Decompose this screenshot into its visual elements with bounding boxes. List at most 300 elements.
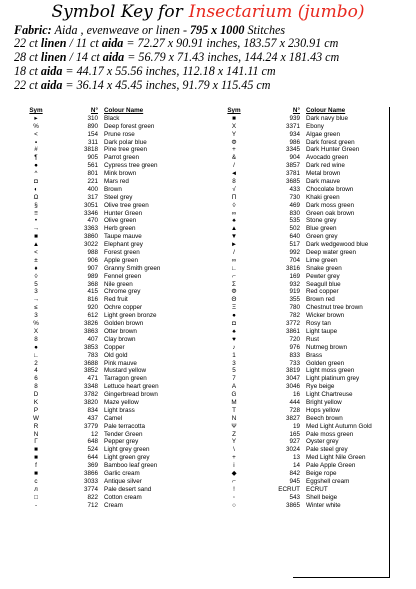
- table-row: [214, 399, 392, 407]
- colour-name-cell: Red copper: [306, 288, 339, 296]
- table-row: [14, 312, 214, 320]
- table-row: [214, 462, 392, 470]
- symbol-cell: ●: [34, 343, 38, 351]
- table-row: [214, 304, 392, 312]
- symbol-key-table-left: [14, 107, 214, 509]
- symbol-cell: /: [233, 162, 235, 170]
- symbol-cell: M: [231, 398, 237, 406]
- stitch-unit: Stitches: [244, 23, 286, 37]
- symbol-cell: ●: [232, 312, 236, 320]
- number-cell: 3033: [83, 477, 98, 485]
- symbol-cell: ○: [232, 501, 236, 509]
- number-cell: 907: [87, 264, 98, 272]
- colour-name-cell: Pepper grey: [104, 438, 139, 446]
- symbol-cell: Π: [231, 193, 237, 201]
- number-cell: 842: [289, 469, 300, 477]
- number-cell: 945: [289, 477, 300, 485]
- colour-name-cell: Forest green: [104, 249, 140, 257]
- colour-name-cell: Copper: [104, 343, 125, 351]
- colour-name-cell: Light Chartreuse: [306, 391, 353, 399]
- symbol-cell: ♪: [232, 343, 236, 351]
- colour-name-cell: Dark wedgewood blue: [306, 241, 369, 249]
- symbol-cell: ∞: [231, 209, 237, 217]
- symbol-cell: 8: [232, 178, 236, 186]
- table-row: [14, 273, 214, 281]
- table-row: [14, 399, 214, 407]
- symbol-cell: ●: [34, 162, 38, 170]
- table-row: [14, 344, 214, 352]
- number-cell: 3819: [285, 367, 300, 375]
- table-row: [214, 194, 392, 202]
- number-cell: 3866: [83, 469, 98, 477]
- table-row: [14, 288, 214, 296]
- symbol-cell: ►: [230, 241, 238, 249]
- table-row: [14, 202, 214, 210]
- table-row: [14, 304, 214, 312]
- table-row: [14, 454, 214, 462]
- number-cell: 12: [90, 430, 98, 438]
- colour-name-cell: Cypress tree green: [104, 162, 158, 170]
- number-cell: 502: [289, 225, 300, 233]
- table-row: [214, 146, 392, 154]
- header-number: N°: [292, 107, 300, 114]
- table-row: [14, 265, 214, 273]
- table-row: [214, 123, 392, 131]
- number-cell: 780: [289, 304, 300, 312]
- colour-name-cell: Pine tree green: [104, 146, 148, 154]
- number-cell: 3022: [83, 241, 98, 249]
- table-row: [14, 257, 214, 265]
- table-row: [214, 257, 392, 265]
- colour-name-cell: Garlic cream: [104, 469, 140, 477]
- number-cell: 720: [289, 335, 300, 343]
- symbol-cell: Ξ: [231, 304, 237, 312]
- colour-name-cell: Stone grey: [306, 217, 337, 225]
- symbol-cell: ◊: [34, 272, 38, 280]
- symbol-cell: T: [232, 406, 236, 414]
- table-row: [214, 391, 392, 399]
- table-row: [214, 423, 392, 431]
- table-row: [214, 328, 392, 336]
- symbol-cell: 6: [34, 375, 38, 383]
- colour-name-cell: Cotton cream: [104, 493, 142, 501]
- title-main: Symbol Key for: [51, 2, 183, 22]
- table-row: [14, 154, 214, 162]
- table-row: [214, 249, 392, 257]
- symbol-cell: ■: [34, 233, 38, 241]
- number-cell: 19: [292, 422, 300, 430]
- size-count: 18 ct: [14, 64, 41, 78]
- table-row: [214, 438, 392, 446]
- number-cell: 13: [292, 454, 300, 462]
- table-row: [14, 336, 214, 344]
- colour-name-cell: Antique silver: [104, 477, 142, 485]
- table-row: [14, 367, 214, 375]
- colour-name-cell: Avocado green: [306, 154, 349, 162]
- table-row: [214, 154, 392, 162]
- symbol-cell: Z: [232, 430, 236, 438]
- number-cell: 437: [87, 414, 98, 422]
- colour-name-cell: Light brass: [104, 406, 135, 414]
- fabric-separator: -: [179, 23, 190, 37]
- colour-name-cell: Brown red: [306, 296, 335, 304]
- number-cell: 3820: [83, 398, 98, 406]
- number-cell: 733: [289, 359, 300, 367]
- symbol-cell: Ν: [231, 414, 237, 422]
- colour-name-cell: Algae green: [306, 130, 340, 138]
- table-row: [214, 178, 392, 186]
- symbol-cell: ¶: [34, 154, 38, 162]
- symbol-cell: 3: [34, 312, 38, 320]
- colour-name-cell: Pale desert sand: [104, 485, 152, 493]
- size-count-2: / 11 ct: [66, 36, 102, 50]
- number-cell: 3853: [83, 343, 98, 351]
- number-cell: 14: [292, 462, 300, 470]
- number-cell: 355: [289, 296, 300, 304]
- colour-name-cell: Brown: [104, 185, 122, 193]
- symbol-cell: •: [34, 217, 38, 225]
- number-cell: 470: [87, 217, 98, 225]
- table-row: [214, 210, 392, 218]
- table-row: [14, 407, 214, 415]
- symbol-cell: Y: [231, 130, 237, 138]
- colour-name-cell: Nutmeg brown: [306, 343, 347, 351]
- number-cell: 311: [87, 138, 98, 146]
- number-cell: 471: [87, 375, 98, 383]
- symbol-cell: ≤: [34, 304, 38, 312]
- symbol-cell: ◐: [34, 185, 38, 193]
- table-row: [214, 431, 392, 439]
- colour-name-cell: Olive tree green: [104, 201, 149, 209]
- colour-name-cell: Old gold: [104, 351, 128, 359]
- colour-name-cell: Pink mauve: [104, 359, 137, 367]
- colour-name-cell: Khaki green: [306, 193, 340, 201]
- number-cell: 830: [289, 209, 300, 217]
- colour-name-cell: Maze yellow: [104, 398, 139, 406]
- size-count-2: / 14 ct: [66, 50, 103, 64]
- colour-name-cell: Light moss green: [306, 367, 355, 375]
- number-cell: 369: [87, 462, 98, 470]
- colour-name-cell: Mars red: [104, 178, 129, 186]
- number-cell: 986: [289, 138, 300, 146]
- colour-name-cell: Snake green: [306, 264, 342, 272]
- number-cell: 561: [87, 162, 98, 170]
- size-fabric: linen: [40, 36, 67, 50]
- symbol-cell: 7: [232, 375, 236, 383]
- table-row: [14, 281, 214, 289]
- symbol-cell: 3: [34, 288, 38, 296]
- colour-name-cell: Hunter Green: [104, 209, 143, 217]
- number-cell: 3024: [285, 446, 300, 454]
- table-row: [14, 391, 214, 399]
- number-cell: 783: [87, 351, 98, 359]
- fabric-types: Aida , evenweave or linen: [54, 23, 180, 37]
- number-cell: 833: [289, 351, 300, 359]
- colour-name-cell: Golden green: [306, 359, 345, 367]
- colour-name-cell: Tender Green: [104, 430, 143, 438]
- colour-name-cell: Chocolate brown: [306, 185, 354, 193]
- table-row: [14, 131, 214, 139]
- symbol-cell: □: [34, 493, 38, 501]
- table-row: [14, 115, 214, 123]
- table-header: [14, 107, 214, 115]
- table-row: [214, 446, 392, 454]
- number-cell: 16: [292, 391, 300, 399]
- colour-name-cell: Light green bronze: [104, 312, 157, 320]
- number-cell: 169: [289, 272, 300, 280]
- number-cell: 644: [87, 454, 98, 462]
- number-cell: 939: [289, 114, 300, 122]
- number-cell: ECRUT: [278, 485, 300, 493]
- table-row: [214, 233, 392, 241]
- colour-name-cell: Pale Apple Green: [306, 462, 356, 470]
- symbol-cell: ⌐: [232, 272, 236, 280]
- number-cell: 3861: [285, 327, 300, 335]
- symbol-cell: ▲: [230, 225, 238, 233]
- table-row: [214, 336, 392, 344]
- table-row: [14, 320, 214, 328]
- size-line-1: [14, 37, 338, 50]
- symbol-cell: ■: [34, 469, 38, 477]
- symbol-cell: c: [34, 477, 38, 485]
- table-row: [214, 139, 392, 147]
- number-cell: 3774: [83, 485, 98, 493]
- table-row: [214, 273, 392, 281]
- table-row: [214, 281, 392, 289]
- page-title: [0, 1, 416, 23]
- colour-name-cell: Pale steel grey: [306, 446, 348, 454]
- number-cell: 368: [87, 280, 98, 288]
- number-cell: 3781: [285, 170, 300, 178]
- table-row: [14, 431, 214, 439]
- number-cell: 782: [289, 312, 300, 320]
- table-row: [14, 446, 214, 454]
- colour-name-cell: Metal brown: [306, 170, 341, 178]
- symbol-cell: -: [34, 501, 38, 509]
- number-cell: 433: [289, 185, 300, 193]
- number-cell: 822: [87, 493, 98, 501]
- number-cell: 407: [87, 335, 98, 343]
- size-fabric: linen: [40, 50, 67, 64]
- colour-name-cell: Light green grey: [104, 454, 150, 462]
- colour-name-cell: Lettuce heart green: [104, 383, 159, 391]
- colour-name-cell: Blue green: [306, 225, 337, 233]
- colour-name-cell: Light grey green: [104, 446, 150, 454]
- symbol-cell: N: [33, 430, 39, 438]
- number-cell: 3345: [285, 146, 300, 154]
- colour-name-cell: Beech brown: [306, 414, 343, 422]
- colour-name-cell: Green grey: [306, 233, 338, 241]
- number-cell: 3860: [83, 233, 98, 241]
- symbol-cell: %: [33, 320, 39, 328]
- table-row: [14, 352, 214, 360]
- symbol-cell: f: [35, 462, 37, 470]
- number-cell: 3047: [285, 375, 300, 383]
- table-row: [14, 194, 214, 202]
- number-cell: 906: [87, 256, 98, 264]
- table-row: [14, 210, 214, 218]
- colour-name-cell: Clay brown: [104, 335, 136, 343]
- colour-name-cell: Dark moss green: [306, 201, 354, 209]
- size-fabric-2: aida: [101, 36, 124, 50]
- colour-name-cell: Camel: [104, 414, 123, 422]
- colour-name-cell: Eggshell cream: [306, 477, 350, 485]
- symbol-cell: Φ: [231, 138, 237, 146]
- symbol-cell: !: [233, 485, 235, 493]
- colour-name-cell: Deep water green: [306, 249, 357, 257]
- table-row: [214, 367, 392, 375]
- number-cell: 524: [87, 446, 98, 454]
- symbol-cell: ◄: [230, 170, 238, 178]
- symbol-cell: ◘: [34, 178, 38, 186]
- colour-name-cell: Deep forest green: [104, 122, 155, 130]
- number-cell: 3685: [285, 178, 300, 186]
- symbol-cell: +: [232, 146, 236, 154]
- table-row: [14, 233, 214, 241]
- symbol-cell: /: [233, 249, 235, 257]
- symbol-cell: ▲: [32, 241, 40, 249]
- symbol-cell: \: [233, 446, 235, 454]
- symbol-cell: √: [232, 185, 236, 193]
- table-row: [14, 186, 214, 194]
- number-cell: 992: [289, 249, 300, 257]
- colour-name-cell: Ebony: [306, 122, 324, 130]
- colour-name-cell: Dark navy blue: [306, 114, 348, 122]
- number-cell: 927: [289, 438, 300, 446]
- symbol-cell: ■: [34, 454, 38, 462]
- colour-name-cell: Hops yellow: [306, 406, 340, 414]
- number-cell: 904: [289, 154, 300, 162]
- symbol-cell: ^: [34, 170, 38, 178]
- symbol-cell: #: [34, 146, 38, 154]
- colour-name-cell: Light platinum grey: [306, 375, 360, 383]
- table-row: [214, 296, 392, 304]
- symbol-cell: G: [231, 391, 237, 399]
- size-count: 22 ct: [14, 36, 41, 50]
- symbol-cell: ±: [34, 256, 38, 264]
- fabric-label: Fabric:: [14, 23, 52, 37]
- symbol-cell: ∟: [230, 264, 238, 272]
- table-row: [14, 438, 214, 446]
- size-fabric-2: aida: [102, 50, 125, 64]
- number-cell: 3865: [285, 501, 300, 509]
- number-cell: 469: [289, 201, 300, 209]
- symbol-cell: §: [34, 201, 38, 209]
- symbol-cell: 5: [34, 280, 38, 288]
- colour-name-cell: Pale moss green: [306, 430, 354, 438]
- symbol-cell: ♦: [34, 264, 38, 272]
- number-cell: 801: [87, 170, 98, 178]
- symbol-cell: Φ: [231, 288, 237, 296]
- symbol-cell: Γ: [34, 438, 38, 446]
- number-cell: 919: [289, 288, 300, 296]
- size-fabric: aida: [40, 64, 63, 78]
- colour-name-cell: Wicker brown: [306, 312, 345, 320]
- colour-name-cell: Bright yellow: [306, 398, 342, 406]
- size-dimensions: = 36.14 x 45.45 inches, 91.79 x 115.45 cm: [62, 78, 271, 92]
- symbol-cell: Σ: [232, 280, 236, 288]
- colour-name-cell: Bamboo leaf green: [104, 462, 158, 470]
- colour-name-cell: ECRUT: [306, 485, 328, 493]
- table-row: [214, 383, 392, 391]
- colour-name-cell: Otter brown: [104, 327, 137, 335]
- table-row: [14, 462, 214, 470]
- colour-name-cell: Med Light Nile Green: [306, 454, 366, 462]
- table-row: [214, 320, 392, 328]
- table-row: [214, 375, 392, 383]
- colour-name-cell: Green oak brown: [306, 209, 355, 217]
- symbol-cell: ∞: [231, 256, 237, 264]
- symbol-cell: W: [33, 414, 39, 422]
- number-cell: 3826: [83, 320, 98, 328]
- colour-name-cell: Dark red wine: [306, 162, 345, 170]
- table-row: [14, 225, 214, 233]
- size-fabric: aida: [40, 78, 63, 92]
- number-cell: 3371: [285, 122, 300, 130]
- colour-name-cell: Mustard yellow: [104, 367, 146, 375]
- symbol-cell: Ψ: [231, 422, 237, 430]
- size-dimensions: = 72.27 x 90.91 inches, 183.57 x 230.91 cm: [123, 36, 339, 50]
- number-cell: 3857: [285, 162, 300, 170]
- symbol-cell: A: [231, 383, 237, 391]
- number-cell: 165: [289, 430, 300, 438]
- number-cell: 704: [289, 256, 300, 264]
- number-cell: 3852: [83, 367, 98, 375]
- symbol-cell: i: [233, 462, 235, 470]
- table-row: [14, 162, 214, 170]
- table-row: [214, 241, 392, 249]
- symbol-cell: 4: [34, 367, 38, 375]
- table-row: [14, 249, 214, 257]
- colour-name-cell: Nile green: [104, 280, 133, 288]
- colour-name-cell: Chestnut tree brown: [306, 304, 363, 312]
- size-line-2: [14, 51, 339, 64]
- number-cell: 3827: [285, 414, 300, 422]
- colour-name-cell: Pewter grey: [306, 272, 340, 280]
- table-row: [214, 170, 392, 178]
- colour-name-cell: Elephant grey: [104, 241, 143, 249]
- number-cell: 415: [87, 288, 98, 296]
- symbol-cell: <: [34, 130, 38, 138]
- table-row: [14, 146, 214, 154]
- number-cell: 3688: [83, 359, 98, 367]
- title-pattern-name: Insectarium (jumbo): [188, 2, 365, 22]
- table-row: [214, 225, 392, 233]
- colour-name-cell: Taupe mauve: [104, 233, 142, 241]
- table-row: [214, 265, 392, 273]
- table-row: [14, 360, 214, 368]
- number-cell: 3346: [83, 209, 98, 217]
- number-cell: 648: [87, 438, 98, 446]
- table-row: [214, 486, 392, 494]
- colour-name-cell: Lime green: [306, 256, 338, 264]
- symbol-cell: Θ: [231, 296, 237, 304]
- colour-name-cell: Cream: [104, 501, 123, 509]
- number-cell: 400: [87, 185, 98, 193]
- colour-name-cell: Mink brown: [104, 170, 137, 178]
- colour-name-cell: Granny Smith green: [104, 264, 161, 272]
- colour-name-cell: Golden brown: [104, 320, 144, 328]
- table-row: [214, 312, 392, 320]
- colour-name-cell: Red fruit: [104, 296, 128, 304]
- colour-name-cell: Dark polar blue: [104, 138, 147, 146]
- table-row: [14, 478, 214, 486]
- number-cell: 612: [87, 312, 98, 320]
- size-dimensions: = 56.79 x 71.43 inches, 144.24 x 181.43 cm: [124, 50, 340, 64]
- number-cell: 816: [87, 296, 98, 304]
- colour-name-cell: Med Light Autumn Gold: [306, 422, 372, 430]
- number-cell: 989: [87, 272, 98, 280]
